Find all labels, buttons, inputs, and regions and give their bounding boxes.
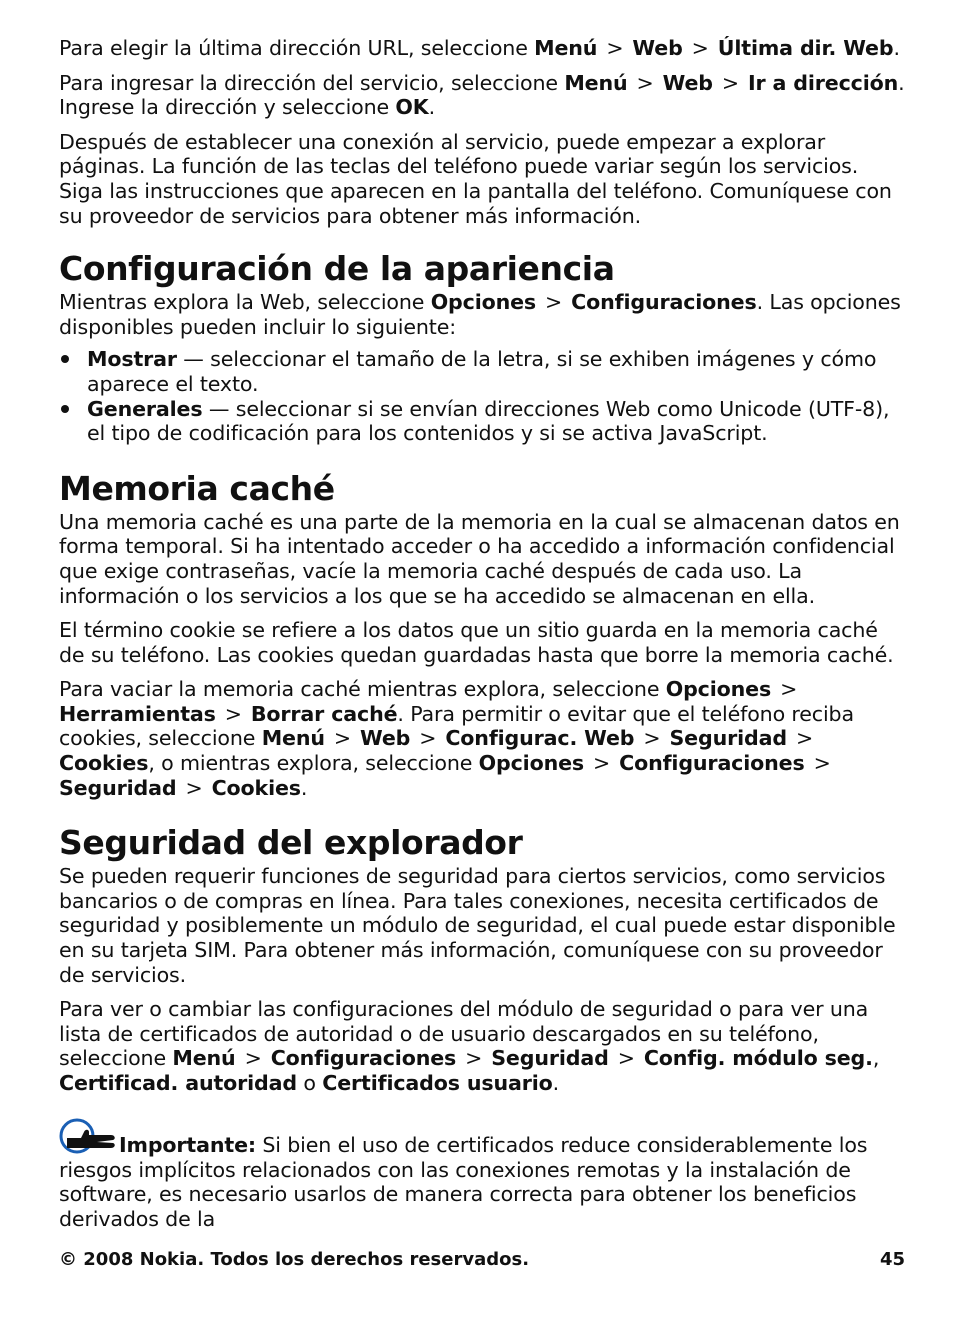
path-separator: > <box>224 701 242 726</box>
menu-path-item: Configuraciones <box>619 751 805 776</box>
path-separator: > <box>643 726 661 751</box>
path-separator: > <box>244 1046 262 1071</box>
menu-path-item: Opciones <box>478 751 585 776</box>
menu-path-item: Borrar caché <box>250 701 398 726</box>
heading-cache-memory: Memoria caché <box>59 468 335 508</box>
menu-path-item: Web <box>632 36 683 60</box>
text: Mientras explora la Web, seleccione <box>59 290 431 315</box>
menu-path-item: Certificados usuario <box>322 1071 553 1095</box>
paragraph-cache-definition: Una memoria caché es una parte de la memoria en la cual se almacenan datos en forma temporal. Si ha intentado acceder o ha accedido a información confidencial que exige contraseñas, vacíe la memoria caché después de cada uso. La información o los servicios a los que se ha accedido se almacenan en ella. <box>59 509 900 608</box>
menu-path-item: Menú <box>564 70 628 95</box>
menu-path-item: Ir a dirección <box>747 70 899 95</box>
text: . Ingrese la dirección y seleccione <box>59 70 905 120</box>
list-item <box>59 397 905 446</box>
menu-path-item: Última dir. Web <box>717 36 894 60</box>
path-separator: > <box>185 775 203 800</box>
menu-path-item: Seguridad <box>669 726 787 751</box>
option-term: Mostrar <box>87 347 177 372</box>
text: , o mientras explora, seleccione <box>148 751 479 776</box>
menu-path-item: Configuraciones <box>571 290 757 315</box>
menu-path-item: Web <box>662 70 713 95</box>
option-description: — seleccionar el tamaño de la letra, si se exhiben imágenes y cómo aparece el texto. <box>87 347 877 396</box>
menu-path-item: Opciones <box>665 677 772 702</box>
path-separator: > <box>333 726 351 751</box>
list-item <box>59 347 905 396</box>
text: Para ingresar la dirección del servicio, seleccione <box>59 70 565 95</box>
important-note <box>59 1118 905 1232</box>
text: . Las opciones disponibles pueden incluir lo siguiente: <box>59 290 901 339</box>
paragraph-clear-cache <box>59 677 905 800</box>
path-separator: > <box>780 677 798 702</box>
menu-path-item: Menú <box>534 36 598 60</box>
text: , <box>872 1046 880 1071</box>
menu-path-item: Certificad. autoridad <box>59 1071 297 1095</box>
text: Para elegir la última dirección URL, seleccione <box>59 36 535 60</box>
paragraph-browsing: Después de establecer una conexión al servicio, puede empezar a explorar páginas. La función de las teclas del teléfono puede variar según los servicios. Siga las instrucciones que aparecen en la pantalla del teléfono. Comuníquese con su proveedor de servicios para obtener más información. <box>59 129 892 228</box>
page-footer <box>59 1249 905 1271</box>
text: . <box>552 1071 560 1095</box>
path-separator: > <box>545 290 563 315</box>
text: Para vaciar la memoria caché mientras explora, seleccione <box>59 677 666 702</box>
menu-path-item: Seguridad <box>59 775 177 800</box>
menu-path-item: Herramientas <box>59 701 216 726</box>
page-number: 45 <box>879 1249 905 1270</box>
text: . <box>893 36 900 60</box>
menu-path-item: Opciones <box>430 290 537 315</box>
menu-path-item: Configuraciones <box>270 1046 457 1071</box>
options-list <box>59 347 905 445</box>
option-description: — seleccionar si se envían direcciones Web como Unicode (UTF-8), el tipo de codificación para los contenidos y si se activa JavaScript. <box>87 396 890 446</box>
note-text: Si bien el uso de certificados reduce considerablemente los riesgos implícitos relacionados con las conexiones remotas y la instalación de software, es necesario usarlos de manera correcta para obtener los beneficios derivados de la <box>59 1132 868 1231</box>
menu-path-item: Cookies <box>211 775 301 800</box>
text: . <box>300 775 308 800</box>
paragraph-go-to-address <box>59 71 905 120</box>
path-separator: > <box>721 70 739 95</box>
path-separator: > <box>795 726 814 751</box>
menu-path-item: Cookies <box>59 751 149 776</box>
copyright: © 2008 Nokia. Todos los derechos reservados. <box>59 1249 530 1270</box>
menu-path-item: Configurac. Web <box>445 726 635 751</box>
menu-path-item: Web <box>359 726 411 751</box>
path-separator: > <box>813 751 831 776</box>
paragraph-last-url <box>59 36 905 61</box>
heading-appearance-settings: Configuración de la apariencia <box>59 249 615 289</box>
page-content <box>59 36 905 1231</box>
text: . <box>428 95 435 120</box>
text: o <box>297 1071 323 1095</box>
option-term: Generales <box>87 396 203 421</box>
paragraph-cookie-definition: El término cookie se refiere a los datos que un sitio guarda en la memoria caché de su teléfono. Las cookies quedan guardadas hasta que borre la memoria caché. <box>59 618 894 667</box>
path-separator: > <box>606 36 624 60</box>
menu-path-item: OK <box>395 95 429 120</box>
path-separator: > <box>636 70 654 95</box>
path-separator: > <box>419 726 437 751</box>
menu-path-item: Config. módulo seg. <box>643 1046 873 1071</box>
text: . Para permitir o evitar que el teléfono reciba cookies, seleccione <box>59 701 854 751</box>
paragraph-security-settings <box>59 997 905 1095</box>
text: Para ver o cambiar las configuraciones del módulo de seguridad o para ver una lista de certificados de autoridad o de usuario descargados en su teléfono, seleccione <box>59 997 869 1071</box>
heading-browser-security: Seguridad del explorador <box>59 823 523 863</box>
path-separator: > <box>593 751 611 776</box>
menu-path-item: Menú <box>261 726 325 751</box>
menu-path-item: Menú <box>172 1046 236 1071</box>
paragraph-security-intro: Se pueden requerir funciones de seguridad para ciertos servicios, como servicios bancarios o de compras en línea. Para tales conexiones, necesita certificados de seguridad y posiblemente un módulo de seguridad, el cual puede estar disponible en su tarjeta SIM. Para obtener más información, comuníquese con su proveedor de servicios. <box>59 864 896 987</box>
path-separator: > <box>691 36 709 60</box>
path-separator: > <box>617 1046 635 1071</box>
paragraph-appearance-intro <box>59 290 905 339</box>
menu-path-item: Seguridad <box>491 1046 609 1071</box>
path-separator: > <box>465 1046 483 1071</box>
note-label: Importante: <box>119 1132 256 1157</box>
pointing-hand-icon <box>59 1118 119 1158</box>
